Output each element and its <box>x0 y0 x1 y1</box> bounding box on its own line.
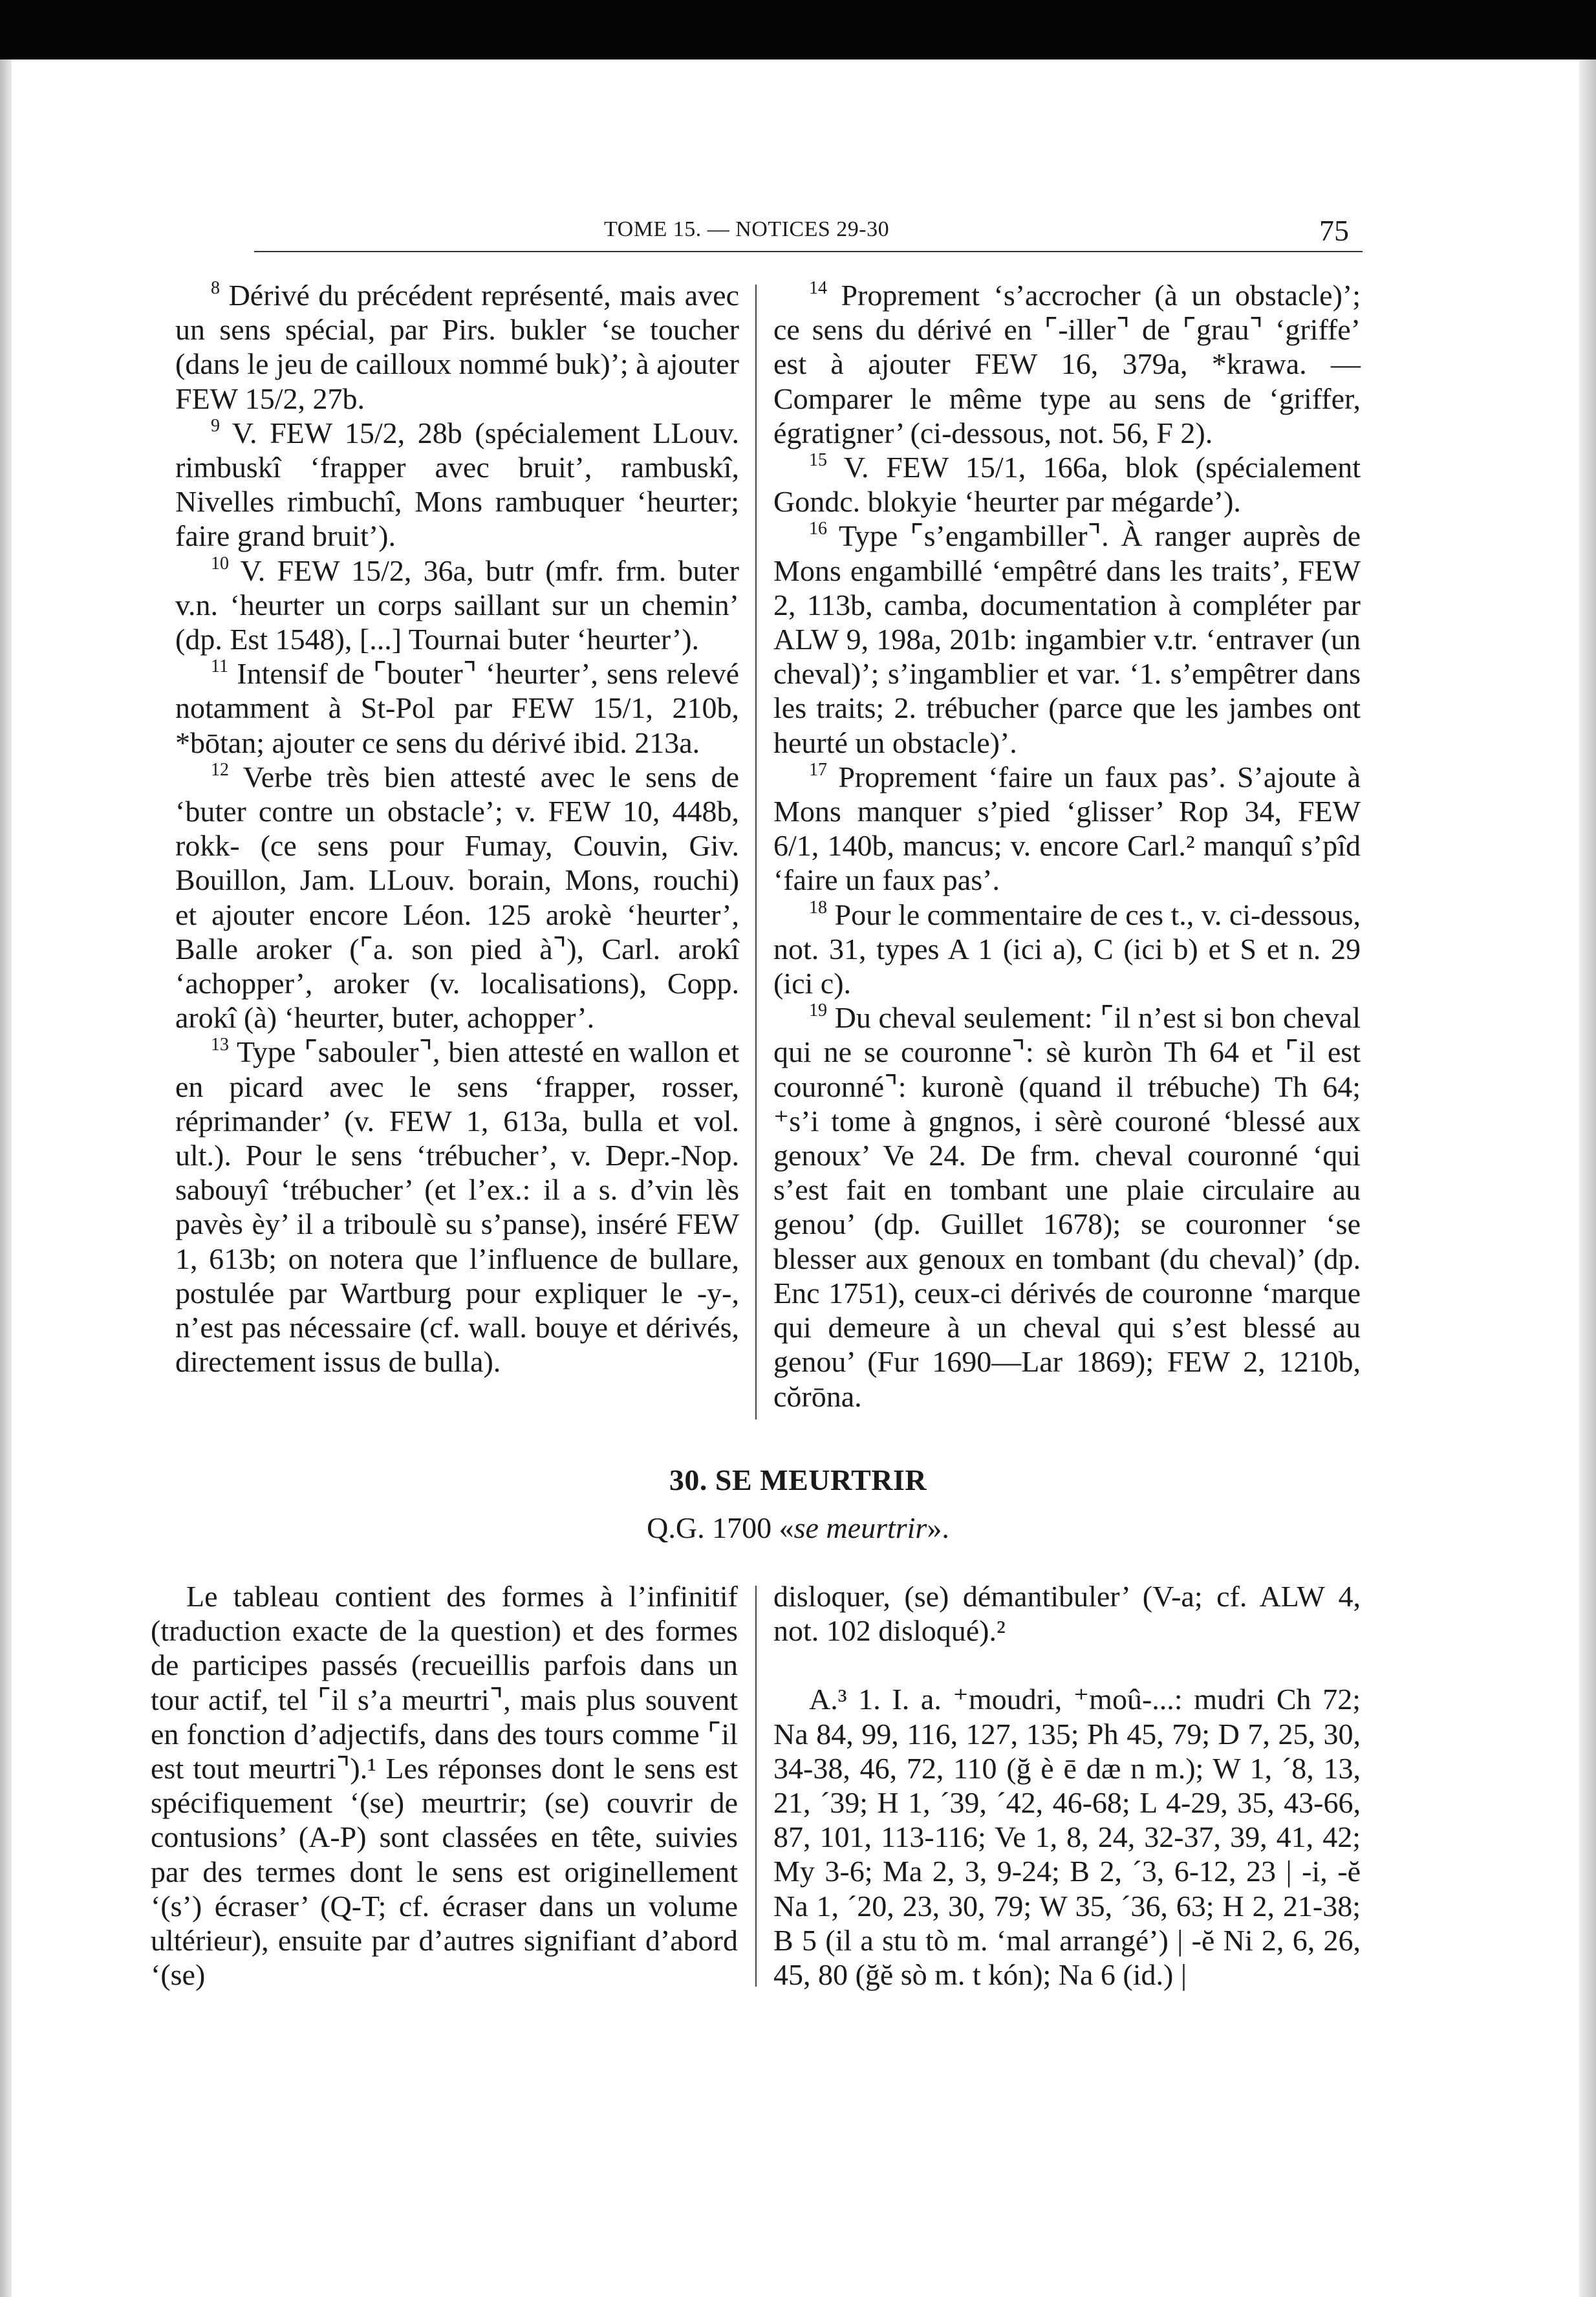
page-number: 75 <box>1319 214 1349 247</box>
footnote-text: Proprement ‘s’accrocher (à un obstacle)’; ce sens du dérivé en ⌜-iller⌝ de ⌜grau⌝ ‘griffe’ est à ajouter FEW 16, 379a, *krawa. — Comparer le même type au sens de ‘griffer, égratigner’ (ci-dessous, not. 56, F 2). <box>773 279 1361 449</box>
column-divider-top <box>755 285 757 1419</box>
scan-top-border <box>0 0 1596 59</box>
entry-a1-forms: A.³ 1. I. a. ⁺moudri, ⁺moû-...: mudri Ch 72; Na 84, 99, 116, 127, 135; Ph 45, 79; D 7, 25, 30, 34-38, 46, 72, 110 (ğ è ē dæ n m.); W 1, ´8, 13, 21, ´39; H 1, ´39, ´42, 46-68; L 4-29, 35, 43-66, 87, 101, 113-116; Ve 1, 8, 24, 32-37, 39, 41, 42; My 3-6; Ma 2, 3, 9-24; B 2, ´3, 6-12, 23 | -i, -ĕ Na 1, ´20, 23, 30, 79; W 35, ´36, 63; H 2, 21-38; B 5 (il a stu tò m. ‘mal arrangé’) | -ĕ Ni 2, 6, 26, 45, 80 (ğĕ sò m. t kón); Na 6 (id.) | <box>773 1683 1361 1992</box>
footnote-number: 13 <box>211 1035 229 1055</box>
intro-paragraph-continued: disloquer, (se) démantibuler’ (V-a; cf. ALW 4, not. 102 disloqué).² <box>773 1580 1361 1648</box>
footnote-8 <box>175 278 739 416</box>
footnote-10 <box>175 554 739 657</box>
footnote-15 <box>773 450 1361 519</box>
footnote-19 <box>773 1000 1361 1413</box>
scan-right-edge <box>1579 59 1596 2297</box>
footnotes-right-column <box>773 278 1361 1414</box>
footnote-number: 15 <box>809 450 827 471</box>
footnote-text: V. FEW 15/1, 166a, blok (spécialement Gondc. blokyie ‘heurter par mégarde’). <box>773 451 1361 519</box>
question-reference <box>0 1511 1596 1545</box>
running-head-title: TOME 15. — NOTICES 29-30 <box>604 217 890 241</box>
footnote-text: V. FEW 15/2, 28b (spécialement LLouv. rimbuskî ‘frapper avec bruit’, rambuskî, Nivelles rimbuchî, Mons rambuquer ‘heurter; faire grand bruit’). <box>175 416 739 553</box>
footnote-text: V. FEW 15/2, 36a, butr (mfr. frm. buter v.n. ‘heurter un corps saillant sur un chemin’ (dp. Est 1548), [...] Tournai buter ‘heurter’). <box>175 554 740 656</box>
intro-paragraph: Le tableau contient des formes à l’infinitif (traduction exacte de la question) et des formes de participes passés (recueillis parfois dans un tour actif, tel ⌜il s’a meurtri⌝, mais plus souvent en fonction d’adjectifs, dans des tours comme ⌜il est tout meurtri⌝).¹ Les réponses dont le sens est spécifiquement ‘(se) meurtrir; (se) couvrir de contusions’ (A-P) sont classées en tête, suivies par des termes dont le sens est originellement ‘(s’) écraser’ (Q-T; cf. écraser dans un volume ultérieur), ensuite par d’autres signifiant d’abord ‘(se) <box>151 1580 738 1992</box>
footnote-13 <box>175 1035 739 1379</box>
footnote-12 <box>175 760 739 1035</box>
footnote-number: 17 <box>809 759 827 780</box>
footnote-11 <box>175 656 739 760</box>
question-prefix: Q.G. 1700 « <box>647 1511 794 1544</box>
footnote-17 <box>773 760 1361 898</box>
body-left-column <box>151 1579 738 1992</box>
footnote-text: Verbe très bien attesté avec le sens de ‘buter contre un obstacle’; v. FEW 10, 448b, rokk- (ce sens pour Fumay, Couvin, Giv. Bouillon, Jam. LLouv. borain, Mons, rouchi) et ajouter encore Léon. 125 arokè ‘heurter’, Balle aroker (⌜a. son pied à⌝), Carl. arokî ‘achopper’, aroker (v. localisations), Copp. arokî (à) ‘heurter, buter, achopper’. <box>175 760 739 1035</box>
footnote-text: Du cheval seulement: ⌜il n’est si bon cheval qui ne se couronne⌝: sè kuròn Th 64 et ⌜il est couronné⌝: kuronè (quand il trébuche) Th 64; ⁺s’i tome à gngnos, i sèrè couroné ‘blessé aux genoux’ Ve 24. De frm. cheval couronné ‘qui s’est fait en tombant une plaie circulaire au genou’ (dp. Guillet 1678); se couronner ‘se blesser aux genoux en tombant (du cheval)’ (dp. Enc 1751), ceux-ci dérivés de couronne ‘marque qui demeure à un cheval qui s’est blessé au genou’ (Fur 1690—Lar 1869); FEW 2, 1210b, cŏrōna. <box>773 1001 1361 1413</box>
footnote-18 <box>773 898 1361 1001</box>
scan-left-edge <box>0 59 12 2297</box>
running-head <box>0 213 1596 252</box>
question-suffix: ». <box>927 1511 949 1544</box>
footnote-14 <box>773 278 1361 450</box>
footnotes-left-column <box>175 278 739 1379</box>
footnote-16 <box>773 519 1361 759</box>
footnote-number: 18 <box>809 897 827 918</box>
section-title: 30. SE MEURTRIR <box>669 1463 927 1496</box>
column-divider-bottom <box>755 1586 757 1987</box>
footnote-text: Type ⌜s’engambiller⌝. À ranger auprès de Mons engambillé ‘empêtré dans les traits’, FEW 2, 113b, camba, documentation à compléter par ALW 9, 198a, 201b: ingambier v.tr. ‘entraver (un cheval)’; s’ingamblier et var. ‘1. s’empêtrer dans les traits; 2. trébucher (parce que les jambes ont heurté un obstacle)’. <box>773 519 1361 759</box>
footnote-text: Proprement ‘faire un faux pas’. S’ajoute à Mons manquer s’pied ‘glisser’ Rop 34, FEW 6/1, 140b, mancus; v. encore Carl.² manquî s’pîd ‘faire un faux pas’. <box>773 760 1361 897</box>
footnote-text: Type ⌜sabouler⌝, bien attesté en wallon et en picard avec le sens ‘frapper, rosser, réprimander’ (v. FEW 1, 613a, bulla et vol. ult.). Pour le sens ‘trébucher’, v. Depr.-Nop. sabouyî ‘trébucher’ (et l’ex.: il a s. d’vin lès pavès èy’ il a triboulè su s’panse), inséré FEW 1, 613b; on notera que l’influence de bullare, postulée par Wartburg pour expliquer le -y-, n’est pas nécessaire (cf. wall. bouye et dérivés, directement issus de bulla). <box>175 1035 740 1379</box>
footnote-number: 14 <box>809 278 827 298</box>
footnote-number: 8 <box>211 278 220 298</box>
footnote-text: Intensif de ⌜bouter⌝ ‘heurter’, sens relevé notamment à St-Pol par FEW 15/1, 210b, *bōtan; ajouter ce sens du dérivé ibid. 213a. <box>175 657 739 759</box>
footnote-number: 11 <box>211 656 228 677</box>
footnote-number: 16 <box>809 519 827 539</box>
body-right-column <box>773 1579 1361 1992</box>
footnote-number: 10 <box>211 553 229 574</box>
footnote-number: 9 <box>211 415 220 436</box>
question-term: se meurtrir <box>793 1511 927 1544</box>
footnote-text: Pour le commentaire de ces t., v. ci-dessous, not. 31, types A 1 (ici a), C (ici b) et S et n. 29 (ici c). <box>773 898 1361 1000</box>
footnote-9 <box>175 416 739 554</box>
footnote-number: 19 <box>809 1000 827 1021</box>
footnote-text: Dérivé du précédent représenté, mais avec un sens spécial, par Pirs. bukler ‘se toucher (dans le jeu de cailloux nommé buk)’; à ajouter FEW 15/2, 27b. <box>175 279 739 415</box>
header-rule <box>254 251 1363 252</box>
footnote-number: 12 <box>211 759 229 780</box>
